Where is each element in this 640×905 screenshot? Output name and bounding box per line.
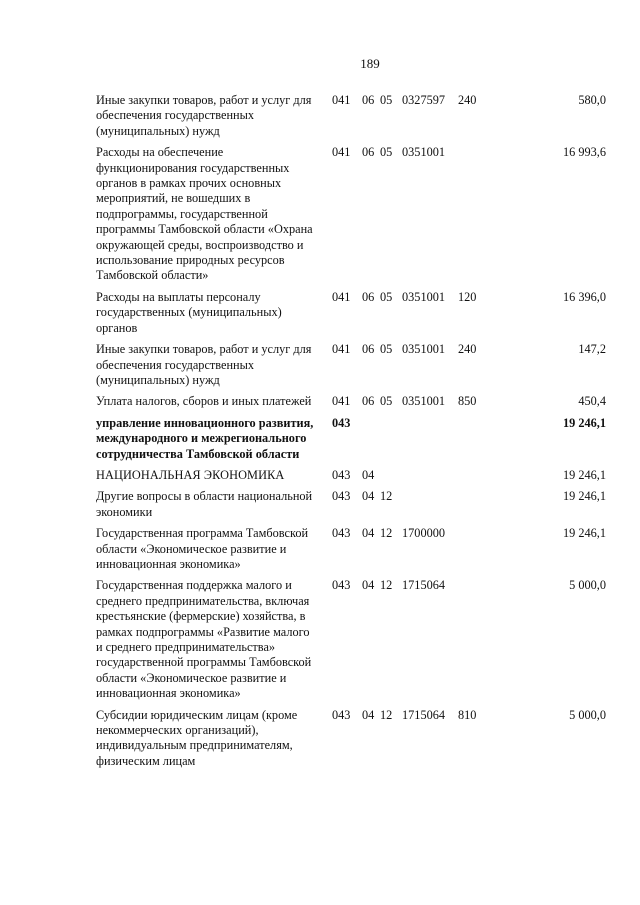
table-row xyxy=(96,290,606,342)
row-sum: 19 246,1 xyxy=(562,415,606,430)
row-pr: 05 xyxy=(380,145,393,160)
table-row xyxy=(96,489,606,526)
row-pr: 05 xyxy=(380,394,393,409)
row-pr xyxy=(380,468,402,489)
page-number: 189 xyxy=(360,56,380,71)
row-pr xyxy=(380,416,402,468)
row-ved: 041 xyxy=(332,145,351,160)
row-vr: 240 xyxy=(458,93,477,107)
row-csr xyxy=(402,416,458,468)
row-name: Другие вопросы в области национальной экономики xyxy=(96,489,313,519)
row-vr xyxy=(458,416,508,468)
row-sum: 5 000,0 xyxy=(569,578,606,593)
row-rz xyxy=(362,416,380,468)
table-row xyxy=(96,394,606,415)
row-sum: 16 993,6 xyxy=(562,145,606,160)
row-pr: 05 xyxy=(380,289,393,304)
row-vr: 810 xyxy=(458,707,477,722)
table-row xyxy=(96,342,606,394)
row-vr xyxy=(458,468,508,489)
row-vr: 240 xyxy=(458,342,477,357)
row-sum: 19 246,1 xyxy=(562,526,606,541)
row-csr xyxy=(402,489,458,526)
row-sum: 580,0 xyxy=(578,93,606,107)
row-sum: 19 246,1 xyxy=(562,467,606,482)
row-ved: 041 xyxy=(332,342,351,357)
row-name: управление инновационного развития, международного и межрегионального сотрудничества Тамбовской области xyxy=(96,415,314,461)
row-name: НАЦИОНАЛЬНАЯ ЭКОНОМИКА xyxy=(96,467,285,482)
row-name: Иные закупки товаров, работ и услуг для обеспечения государственных (муниципальных) нужд xyxy=(96,342,312,387)
row-ved: 041 xyxy=(332,289,351,304)
row-name: Расходы на обеспечение функционирования государственных органов в рамках прочих основных мероприятий, не вошедших в подпрограммы, государственной программы Тамбовской области «Охрана окружающей среды, воспроизводство и использование природных ресурсов Тамбовской области» xyxy=(96,145,313,283)
table-row xyxy=(96,145,606,290)
row-rz: 06 xyxy=(362,342,375,357)
row-vr: 120 xyxy=(458,289,477,304)
table-row xyxy=(96,468,606,489)
row-csr: 1715064 xyxy=(402,578,446,593)
row-ved: 043 xyxy=(332,415,351,430)
row-vr xyxy=(458,578,508,707)
row-rz: 06 xyxy=(362,93,375,107)
row-csr: 0351001 xyxy=(402,145,446,160)
row-vr xyxy=(458,145,508,290)
row-sum: 147,2 xyxy=(578,342,606,357)
row-vr: 850 xyxy=(458,394,477,409)
row-ved: 041 xyxy=(332,93,351,107)
row-ved: 043 xyxy=(332,467,351,482)
row-name: Государственная программа Тамбовской области «Экономическое развитие и инновационная экономика» xyxy=(96,526,309,571)
row-rz: 04 xyxy=(362,489,375,504)
row-csr xyxy=(402,468,458,489)
row-pr: 12 xyxy=(380,578,393,593)
row-ved: 043 xyxy=(332,578,351,593)
row-rz: 06 xyxy=(362,394,375,409)
row-csr: 0351001 xyxy=(402,289,446,304)
row-rz: 04 xyxy=(362,526,375,541)
row-pr: 05 xyxy=(380,342,393,357)
row-pr: 12 xyxy=(380,526,393,541)
budget-table xyxy=(96,93,606,775)
row-csr: 1700000 xyxy=(402,526,446,541)
table-row xyxy=(96,708,606,776)
row-pr: 12 xyxy=(380,489,393,504)
row-name: Государственная поддержка малого и среднего предпринимательства, включая крестьянские (фермерские) хозяйства, в рамках подпрограммы «Развитие малого и среднего предпринимательства» государственной программы Тамбовской области «Экономическое развитие и инновационная экономика» xyxy=(96,578,312,701)
row-name: Уплата налогов, сборов и иных платежей xyxy=(96,394,312,409)
row-rz: 06 xyxy=(362,289,375,304)
row-ved: 043 xyxy=(332,489,351,504)
row-sum: 16 396,0 xyxy=(562,289,606,304)
row-sum: 450,4 xyxy=(578,394,606,409)
row-ved: 043 xyxy=(332,707,351,722)
row-sum: 5 000,0 xyxy=(569,707,606,722)
row-csr: 1715064 xyxy=(402,707,446,722)
table-row xyxy=(96,93,606,145)
row-ved: 043 xyxy=(332,526,351,541)
row-rz: 04 xyxy=(362,578,375,593)
row-csr: 0351001 xyxy=(402,342,446,357)
table-row xyxy=(96,578,606,707)
row-rz: 04 xyxy=(362,707,375,722)
row-csr: 0351001 xyxy=(402,394,446,409)
row-pr: 12 xyxy=(380,707,393,722)
row-sum: 19 246,1 xyxy=(562,489,606,504)
row-name: Иные закупки товаров, работ и услуг для обеспечения государственных (муниципальных) нужд xyxy=(96,93,312,138)
table-row xyxy=(96,526,606,578)
row-name: Расходы на выплаты персоналу государственных (муниципальных) органов xyxy=(96,289,282,335)
row-vr xyxy=(458,526,508,578)
row-rz: 04 xyxy=(362,467,375,482)
row-name: Субсидии юридическим лицам (кроме некоммерческих организаций), индивидуальным предпринимателям, физическим лицам xyxy=(96,707,298,768)
table-row xyxy=(96,416,606,468)
row-vr xyxy=(458,489,508,526)
row-ved: 041 xyxy=(332,394,351,409)
row-csr: 0327597 xyxy=(402,93,446,107)
row-rz: 06 xyxy=(362,145,375,160)
row-pr: 05 xyxy=(380,93,393,107)
